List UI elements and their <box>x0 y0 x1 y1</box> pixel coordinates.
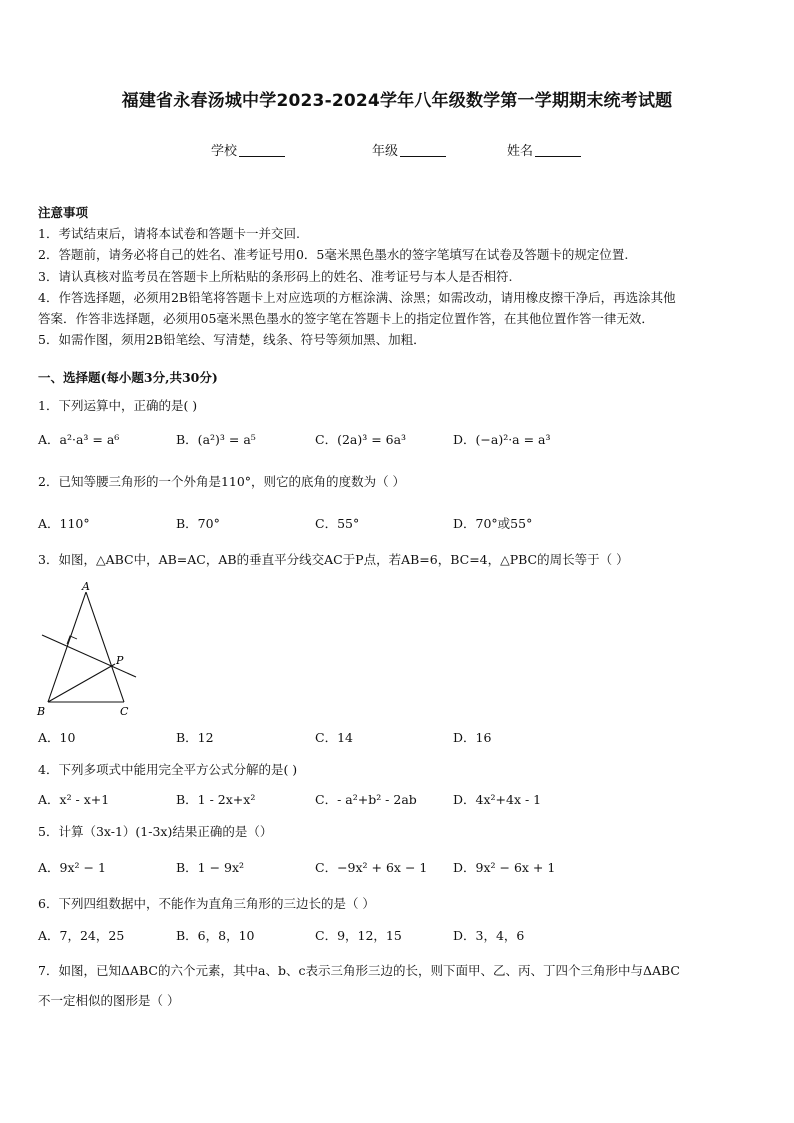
question-stem: 5．计算（3x-1）(1-3x)结果正确的是（） <box>38 824 273 839</box>
school-blank[interactable] <box>239 142 285 157</box>
notice-line: 答案．作答非选择题，必须用05毫米黑色墨水的签字笔在答题卡上的指定位置作答，在其他位置作答一律无效． <box>38 311 654 327</box>
student-info-row <box>0 140 794 160</box>
option-d[interactable]: D．9x² − 6x + 1 <box>453 860 556 875</box>
notice-heading: 注意事项 <box>38 205 89 220</box>
question-stem: 2．已知等腰三角形的一个外角是110°，则它的底角的度数为（ ） <box>38 474 406 489</box>
question-options <box>38 926 758 946</box>
question-options <box>38 858 758 878</box>
notice-line: 3．请认真核对监考员在答题卡上所粘贴的条形码上的姓名、准考证号与本人是否相符. <box>38 268 513 284</box>
name-label: 姓名 <box>507 144 534 159</box>
option-b[interactable]: B．(a²)³ = a⁵ <box>176 432 256 447</box>
label-p: P <box>116 654 124 667</box>
option-c[interactable]: C．(2a)³ = 6a³ <box>315 432 407 447</box>
question-7 <box>38 956 758 1016</box>
triangle-figure <box>36 578 146 720</box>
side-ab <box>48 592 86 702</box>
notice-line: 4．作答选择题，必须用2B铅笔将答题卡上对应选项的方框涂满、涂黑；如需改动，请用橡皮擦干净后，再选涂其他 <box>38 289 676 305</box>
option-c[interactable]: C．55° <box>315 516 360 531</box>
option-a[interactable]: A．7，24，25 <box>38 928 125 943</box>
grade-blank[interactable] <box>400 142 446 157</box>
option-d[interactable]: D．4x²+4x - 1 <box>453 792 542 807</box>
option-d[interactable]: D．16 <box>453 730 492 745</box>
option-a[interactable]: A．x² - x+1 <box>38 792 110 807</box>
name-field <box>507 140 581 159</box>
page-title: 福建省永春汤城中学2023-2024学年八年级数学第一学期期末统考试题 <box>121 91 673 111</box>
option-c[interactable]: C．−9x² + 6x − 1 <box>315 860 428 875</box>
option-c[interactable]: C．- a²+b² - 2ab <box>315 792 417 807</box>
grade-field <box>372 140 446 159</box>
option-b[interactable]: B．6，8，10 <box>176 928 255 943</box>
notice-block <box>38 202 758 350</box>
question-stem: 4．下列多项式中能用完全平方公式分解的是( ) <box>38 762 298 777</box>
option-b[interactable]: B．1 − 9x² <box>176 860 245 875</box>
question-options <box>38 728 758 748</box>
option-b[interactable]: B．70° <box>176 516 220 531</box>
option-c[interactable]: C．9，12，15 <box>315 928 402 943</box>
notice-line: 1．考试结束后，请将本试卷和答题卡一并交回. <box>38 226 300 242</box>
side-ac <box>86 592 124 702</box>
segment-bp <box>48 664 115 702</box>
label-c: C <box>120 705 129 718</box>
question-stem: 1．下列运算中，正确的是( ) <box>38 398 198 413</box>
option-a[interactable]: A．9x² − 1 <box>38 860 106 875</box>
option-d[interactable]: D．3，4，6 <box>453 928 525 943</box>
school-label: 学校 <box>211 144 238 159</box>
option-d[interactable]: D．(−a)²·a = a³ <box>453 432 551 447</box>
option-b[interactable]: B．12 <box>176 730 214 745</box>
question-options <box>38 790 758 810</box>
option-a[interactable]: A．110° <box>38 516 90 531</box>
notice-line: 2．答题前，请务必将自己的姓名、准考证号用0．5毫米黑色墨水的签字笔填写在试卷及答题卡的规定位置. <box>38 247 629 263</box>
section-title: 一、选择题(每小题3分,共30分) <box>38 370 218 385</box>
school-field <box>211 140 285 159</box>
option-a[interactable]: A．10 <box>38 730 76 745</box>
label-a: A <box>82 580 90 593</box>
option-a[interactable]: A．a²·a³ = a⁶ <box>38 432 120 447</box>
question-stem: 6．下列四组数据中，不能作为直角三角形的三边长的是（ ） <box>38 896 375 911</box>
question-stem: 7．如图，已知ΔABC的六个元素，其中a、b、c表示三角形三边的长，则下面甲、乙、丙、丁四个三角形中与ΔABC <box>38 963 680 978</box>
grade-label: 年级 <box>372 144 399 159</box>
option-c[interactable]: C．14 <box>315 730 353 745</box>
question-options <box>38 514 758 534</box>
name-blank[interactable] <box>535 142 581 157</box>
question-options <box>38 430 758 450</box>
label-b: B <box>37 705 46 718</box>
question-stem: 3．如图，△ABC中，AB=AC，AB的垂直平分线交AC于P点，若AB=6，BC=4，△PBC的周长等于（ ） <box>38 552 629 567</box>
question-stem-continued: 不一定相似的图形是（ ） <box>38 993 180 1008</box>
option-b[interactable]: B．1 - 2x+x² <box>176 792 256 807</box>
notice-line: 5．如需作图，须用2B铅笔绘、写清楚，线条、符号等须加黑、加粗． <box>38 332 426 348</box>
option-d[interactable]: D．70°或55° <box>453 516 533 531</box>
